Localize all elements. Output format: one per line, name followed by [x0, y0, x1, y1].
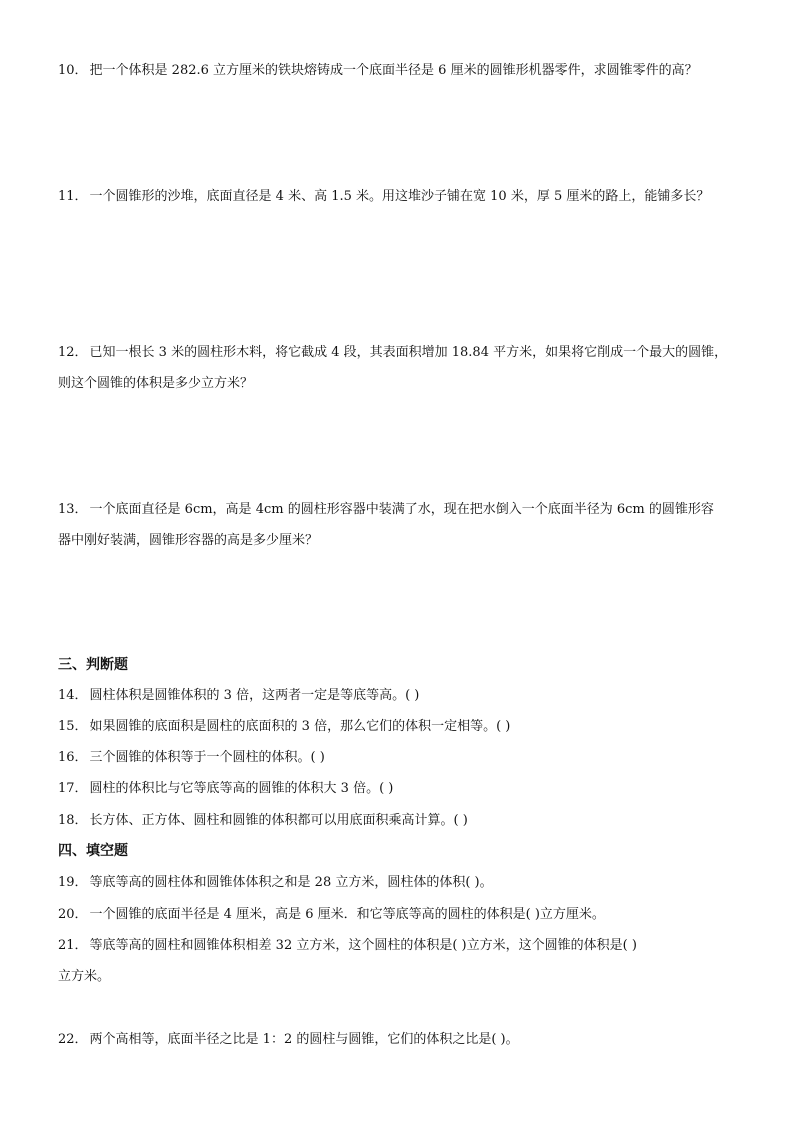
problem-text: 长方体、正方体、圆柱和圆锥的体积都可以用底面积乘高计算。( )	[89, 813, 468, 828]
problem-text-continued: 立方米。	[58, 969, 111, 984]
problem-number: 17．	[58, 781, 88, 796]
problem-11	[58, 188, 709, 206]
problem-text: 已知一根长 3 米的圆柱形木料，将它截成 4 段，其表面积增加 18.84 平方米，如果将它削成一个最大的圆锥，	[89, 345, 728, 360]
problem-number: 19．	[58, 875, 88, 890]
judgment-item-15	[58, 718, 510, 736]
fill-item-19	[58, 874, 493, 892]
problem-text: 如果圆锥的底面积是圆柱的底面积的 3 倍，那么它们的体积一定相等。( )	[89, 719, 511, 734]
problem-text: 一个底面直径是 6cm，高是 4cm 的圆柱形容器中装满了水，现在把水倒入一个底面半径为 6cm 的圆锥形容	[89, 502, 714, 517]
problem-12	[58, 344, 727, 362]
problem-number: 18．	[58, 813, 88, 828]
problem-text: 把一个体积是 282.6 立方厘米的铁块熔铸成一个底面半径是 6 厘米的圆锥形机器零件，求圆锥零件的高？	[89, 63, 698, 78]
fill-item-20	[58, 906, 605, 924]
problem-number: 13．	[58, 502, 88, 517]
problem-text-continued: 器中刚好装满，圆锥形容器的高是多少厘米？	[58, 533, 319, 548]
problem-text: 圆柱的体积比与它等底等高的圆锥的体积大 3 倍。( )	[89, 781, 394, 796]
section-title-judgment: 三、判断题	[58, 657, 128, 673]
problem-text: 等底等高的圆柱和圆锥体积相差 32 立方米，这个圆柱的体积是( )立方米，这个圆锥的体积是( )	[89, 938, 637, 953]
problem-number: 22．	[58, 1032, 88, 1047]
problem-text: 三个圆锥的体积等于一个圆柱的体积。( )	[89, 750, 325, 765]
section-title-fill-blank: 四、填空题	[58, 843, 128, 859]
problem-number: 10．	[58, 63, 88, 78]
problem-text-continued: 则这个圆锥的体积是多少立方米？	[58, 376, 254, 391]
problem-number: 20．	[58, 907, 88, 922]
problem-number: 21．	[58, 938, 88, 953]
problem-number: 14．	[58, 688, 88, 703]
judgment-item-14	[58, 687, 419, 705]
problem-number: 16．	[58, 750, 88, 765]
problem-13-continued	[58, 532, 318, 550]
problem-text: 圆柱体积是圆锥体积的 3 倍，这两者一定是等底等高。( )	[89, 688, 420, 703]
problem-number: 12．	[58, 345, 88, 360]
problem-12-continued	[58, 375, 253, 393]
fill-item-21	[58, 937, 637, 955]
judgment-item-16	[58, 749, 325, 767]
problem-text: 等底等高的圆柱体和圆锥体体积之和是 28 立方米，圆柱体的体积( )。	[89, 875, 493, 890]
judgment-item-17	[58, 780, 393, 798]
judgment-item-18	[58, 812, 468, 830]
problem-10	[58, 62, 698, 80]
fill-item-22	[58, 1031, 519, 1049]
fill-item-21-continued	[58, 968, 110, 986]
problem-text: 一个圆锥形的沙堆，底面直径是 4 米、高 1.5 米。用这堆沙子铺在宽 10 米，厚 5 厘米的路上，能铺多长？	[89, 189, 710, 204]
problem-text: 一个圆锥的底面半径是 4 厘米，高是 6 厘米．和它等底等高的圆柱的体积是( )立方厘米。	[89, 907, 605, 922]
problem-number: 11．	[58, 189, 88, 204]
problem-13	[58, 501, 714, 519]
problem-number: 15．	[58, 719, 88, 734]
problem-text: 两个高相等，底面半径之比是 1：2 的圆柱与圆锥，它们的体积之比是( )。	[89, 1032, 519, 1047]
